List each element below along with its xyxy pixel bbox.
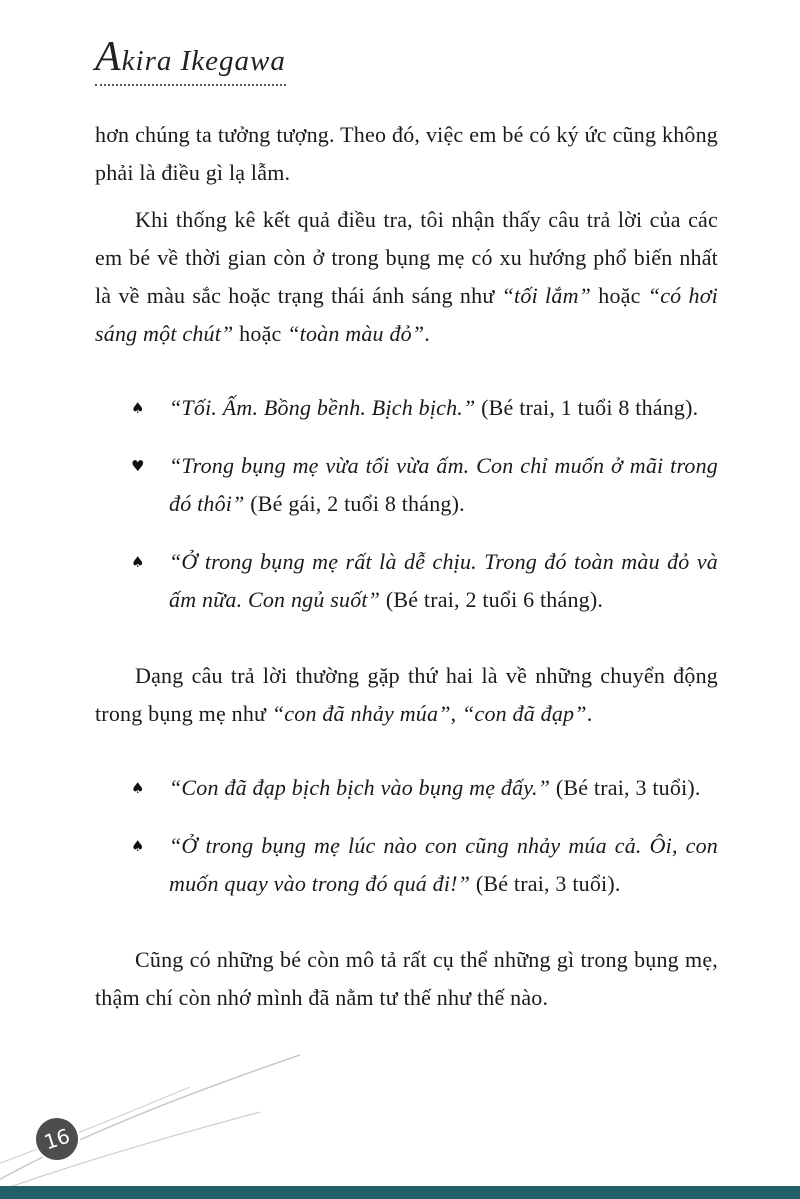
text-run: Dạng câu trả lời thường gặp thứ hai là về những chuyển động trong bụng mẹ như (95, 663, 718, 726)
attribution: (Bé trai, 2 tuổi 6 tháng). (380, 587, 604, 612)
text-run: Khi thống kê kết quả điều tra, tôi nhận thấy câu trả lời của các em bé về thời gian còn ở trong bụng mẹ có xu hướng phổ biến nhất là về màu sắc hoặc trạng thái ánh sáng như (95, 207, 718, 308)
child-quote: “Tối. Ấm. Bồng bềnh. Bịch bịch.” (169, 395, 476, 420)
quoted-phrase: “tối lắm” (501, 283, 592, 308)
spade-icon: ♠ (131, 837, 145, 855)
quote-text (169, 769, 718, 807)
text-run: . (586, 701, 593, 726)
paragraph (95, 941, 718, 1017)
text-run: hoặc (591, 283, 648, 308)
list-item (131, 447, 718, 523)
paragraph (95, 116, 718, 192)
page-number-badge (31, 1113, 84, 1166)
attribution: (Bé trai, 3 tuổi). (470, 871, 621, 896)
author-name: Akira Ikegawa (95, 34, 286, 80)
list-item (131, 827, 718, 903)
quote-text (169, 827, 718, 903)
quoted-phrase: “có hơi sáng một chút” (95, 283, 718, 346)
spade-icon: ♠ (131, 553, 145, 571)
footer-bar (0, 1186, 800, 1199)
author-header (95, 34, 286, 86)
quoted-phrase: “toàn màu đỏ” (287, 321, 425, 346)
quoted-phrase: “con đã nhảy múa” (271, 701, 451, 726)
text-run: . (424, 321, 430, 346)
child-quote: “Ở trong bụng mẹ lúc nào con cũng nhảy múa cả. Ôi, con muốn quay vào trong đó quá đi!” (169, 833, 718, 896)
text-run: hoặc (233, 321, 288, 346)
quote-list (95, 389, 718, 619)
text-run: Cũng có những bé còn mô tả rất cụ thể những gì trong bụng mẹ, thậm chí còn nhớ mình đã nằm tư thế như thế nào. (95, 947, 718, 1010)
quote-text (169, 389, 718, 427)
heart-icon: ♥ (131, 457, 145, 475)
child-quote: “Ở trong bụng mẹ rất là dễ chịu. Trong đó toàn màu đỏ và ấm nữa. Con ngủ suốt” (169, 549, 718, 612)
list-item (131, 769, 718, 807)
quote-text (169, 447, 718, 523)
page-header (95, 34, 718, 86)
text-run: , (450, 701, 463, 726)
quote-text (169, 543, 718, 619)
attribution: (Bé trai, 1 tuổi 8 tháng). (475, 395, 699, 420)
spade-icon: ♠ (131, 399, 145, 417)
page-number: 16 (41, 1123, 73, 1155)
paragraph (95, 201, 718, 353)
spade-icon: ♠ (131, 779, 145, 797)
child-quote: “Con đã đạp bịch bịch vào bụng mẹ đấy.” (169, 775, 551, 800)
list-item (131, 543, 718, 619)
attribution: (Bé trai, 3 tuổi). (550, 775, 701, 800)
attribution: (Bé gái, 2 tuổi 8 tháng). (244, 491, 465, 516)
text-run: hơn chúng ta tưởng tượng. Theo đó, việc em bé có ký ức cũng không phải là điều gì lạ lẫm. (95, 122, 718, 185)
decorative-swirl-lines (0, 1017, 300, 1187)
quote-list (95, 769, 718, 903)
paragraph (95, 657, 718, 733)
quoted-phrase: “con đã đạp” (462, 701, 587, 726)
child-quote: “Trong bụng mẹ vừa tối vừa ấm. Con chỉ muốn ở mãi trong đó thôi” (169, 453, 718, 516)
list-item (131, 389, 718, 427)
